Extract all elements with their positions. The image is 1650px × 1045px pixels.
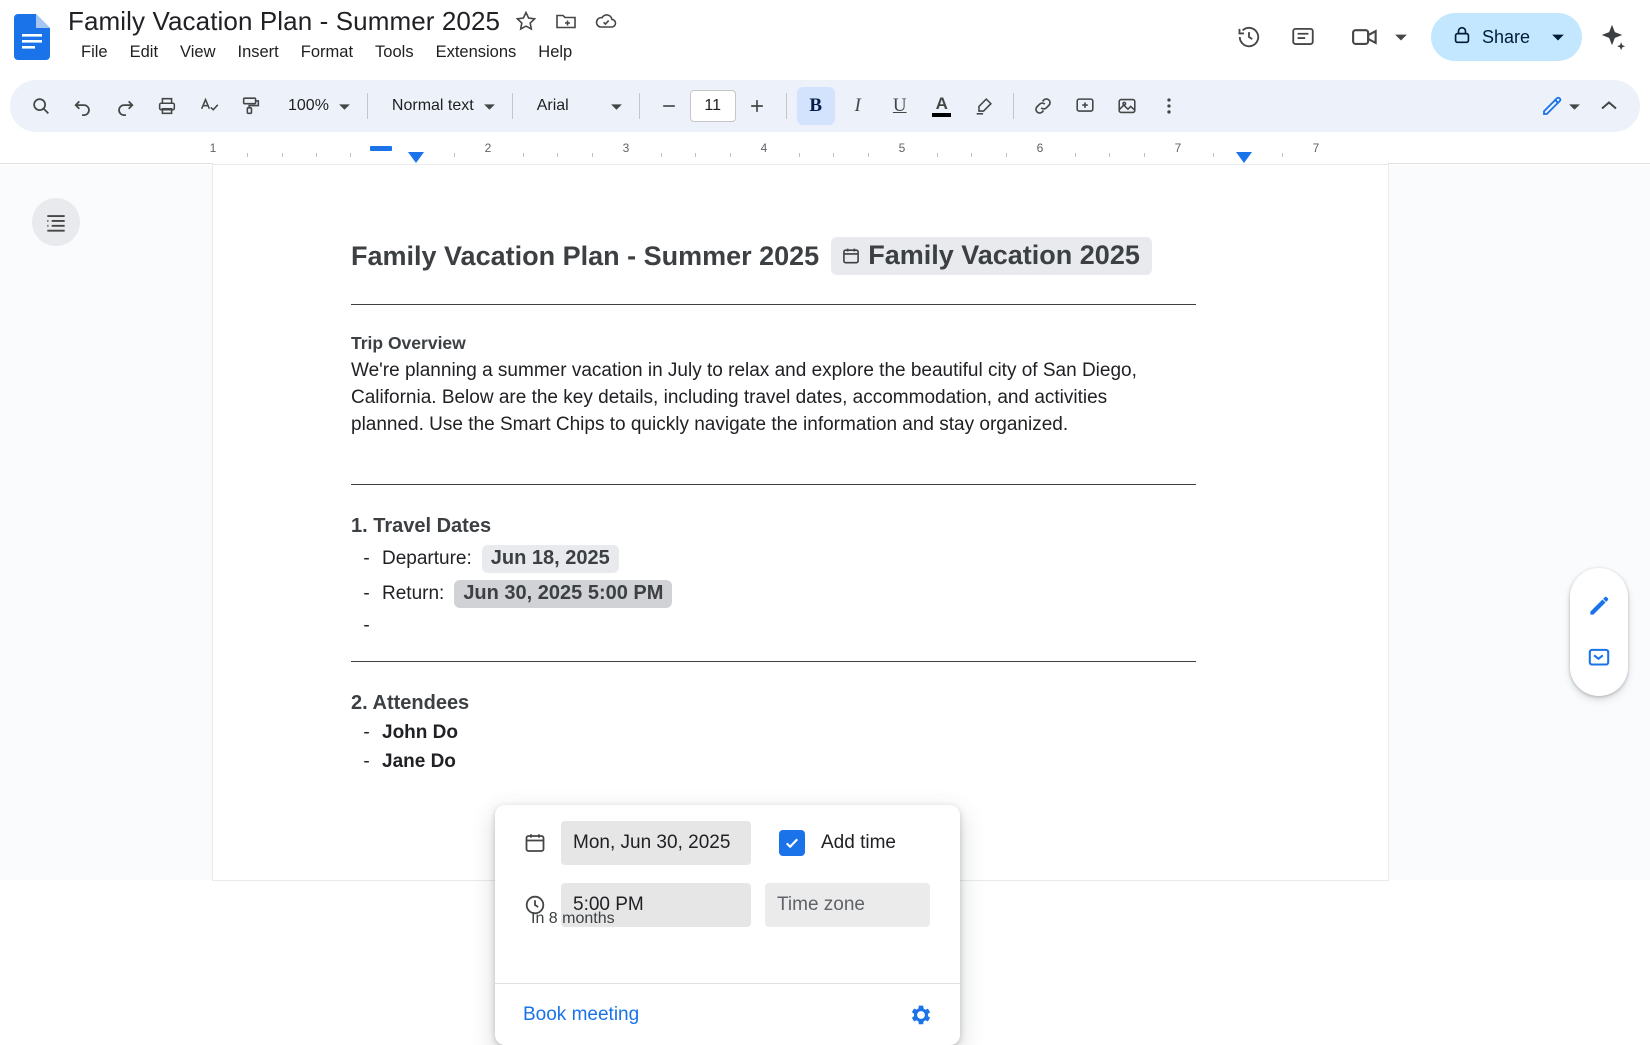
formatting-toolbar bbox=[10, 80, 1640, 132]
overview-paragraph: We're planning a summer vacation in July to relax and explore the beautiful city of San Diego, California. Below are the key details, including travel dates, accommodation, and activities planned. Use the Smart Chips to quickly navigate the information and stay organized. bbox=[351, 360, 1137, 435]
bullet-dash: - bbox=[363, 615, 370, 636]
insert-image-icon[interactable] bbox=[1108, 87, 1146, 125]
add-comment-icon[interactable] bbox=[1066, 87, 1104, 125]
edit-mode-pencil-icon bbox=[1540, 94, 1564, 118]
smart-chip-label: Family Vacation 2025 bbox=[868, 240, 1140, 270]
horizontal-ruler[interactable] bbox=[0, 140, 1650, 164]
menu-tools[interactable]: Tools bbox=[375, 43, 414, 61]
cloud-saved-icon[interactable] bbox=[594, 9, 620, 35]
underline-button[interactable] bbox=[881, 87, 919, 125]
document-content bbox=[351, 165, 1251, 773]
paragraph-style-dropdown[interactable] bbox=[376, 87, 504, 125]
menu-format[interactable]: Format bbox=[300, 43, 354, 61]
font-value: Arial bbox=[536, 97, 569, 114]
text-color-swatch bbox=[932, 113, 951, 117]
redo-icon[interactable] bbox=[106, 87, 144, 125]
spellcheck-icon[interactable] bbox=[190, 87, 228, 125]
docs-app-icon bbox=[14, 14, 50, 60]
chevron-down-icon bbox=[335, 96, 355, 116]
version-history-icon[interactable] bbox=[1225, 13, 1273, 61]
decrease-font-size-button[interactable] bbox=[650, 87, 688, 125]
toolbar-divider bbox=[639, 93, 640, 119]
font-dropdown[interactable] bbox=[521, 87, 631, 125]
document-title[interactable]: Family Vacation Plan - Summer 2025 bbox=[68, 6, 501, 36]
bullet-dash: - bbox=[363, 548, 370, 569]
page-title: Family Vacation Plan - Summer 2025 bbox=[351, 240, 820, 271]
section-heading-attendees: 2. Attendees bbox=[351, 692, 470, 714]
print-icon[interactable] bbox=[148, 87, 186, 125]
undo-icon[interactable] bbox=[64, 87, 102, 125]
popup-footer bbox=[495, 983, 960, 1045]
add-time-checkbox[interactable] bbox=[779, 830, 805, 856]
chevron-down-icon bbox=[607, 96, 627, 116]
document-heading-line bbox=[351, 237, 1251, 275]
smart-chip-label: Jun 18, 2025 bbox=[490, 547, 610, 569]
calendar-icon bbox=[841, 246, 861, 266]
ruler-page-span bbox=[213, 140, 1388, 164]
section-heading-overview: Trip Overview bbox=[351, 333, 466, 353]
pen-edit-icon[interactable] bbox=[1578, 585, 1620, 627]
gemini-spark-icon[interactable] bbox=[1588, 13, 1636, 61]
attendee-name: Jane Do bbox=[382, 751, 456, 772]
smart-chip-calendar-event[interactable] bbox=[831, 237, 1152, 275]
highlight-color-icon[interactable] bbox=[965, 87, 1003, 125]
italic-button[interactable] bbox=[839, 87, 877, 125]
departure-label: Departure: bbox=[382, 548, 472, 569]
text-color-label: A bbox=[935, 93, 948, 113]
list-item bbox=[351, 615, 1251, 637]
google-meet-icon bbox=[1341, 13, 1389, 61]
ruler-number: 7 bbox=[1312, 141, 1320, 155]
top-bar bbox=[0, 0, 1650, 76]
top-right-actions bbox=[1225, 6, 1650, 68]
star-icon[interactable] bbox=[514, 9, 540, 35]
document-canvas bbox=[0, 165, 1650, 1025]
menu-help[interactable]: Help bbox=[538, 43, 573, 61]
menu-edit[interactable]: Edit bbox=[129, 43, 159, 61]
smart-chip-return-date[interactable] bbox=[454, 580, 672, 608]
title-row bbox=[68, 6, 620, 37]
divider bbox=[351, 304, 1196, 305]
bullet-dash: - bbox=[363, 751, 370, 772]
underline-label: U bbox=[892, 95, 907, 116]
move-to-folder-icon[interactable] bbox=[554, 9, 580, 35]
zoom-value: 100% bbox=[288, 97, 329, 114]
toolbar-divider bbox=[512, 93, 513, 119]
menu-bar bbox=[70, 41, 583, 64]
chevron-down-icon bbox=[480, 96, 500, 116]
menu-view[interactable]: View bbox=[180, 43, 216, 61]
calendar-icon bbox=[523, 831, 553, 855]
date-input[interactable]: Mon, Jun 30, 2025 bbox=[561, 821, 751, 865]
list-item bbox=[351, 580, 1251, 608]
settings-gear-icon[interactable] bbox=[908, 1002, 934, 1028]
ruler-number: 4 bbox=[760, 141, 768, 155]
ruler-number: 7 bbox=[1174, 141, 1182, 155]
ruler-number: 3 bbox=[622, 141, 630, 155]
bullet-dash: - bbox=[363, 722, 370, 743]
toolbar-divider bbox=[367, 93, 368, 119]
toolbar-divider bbox=[1013, 93, 1014, 119]
smart-chip-label: Jun 30, 2025 5:00 PM bbox=[463, 582, 664, 604]
ruler-number: 6 bbox=[1036, 141, 1044, 155]
chevron-down-icon bbox=[1391, 27, 1411, 47]
share-dropdown-button[interactable] bbox=[1540, 19, 1576, 55]
document-outline-icon[interactable] bbox=[32, 198, 80, 246]
list-item bbox=[351, 722, 1251, 744]
hide-menus-icon[interactable] bbox=[1590, 87, 1628, 125]
zoom-dropdown[interactable] bbox=[272, 87, 359, 125]
comment-history-icon[interactable] bbox=[1279, 13, 1327, 61]
toolbar-divider bbox=[786, 93, 787, 119]
date-chip-popup[interactable] bbox=[495, 805, 960, 1045]
font-size-input[interactable]: 11 bbox=[690, 90, 736, 122]
book-meeting-link[interactable]: Book meeting bbox=[523, 1003, 640, 1025]
italic-label: I bbox=[854, 95, 861, 116]
lock-icon bbox=[1451, 24, 1473, 51]
divider bbox=[351, 484, 1196, 485]
list-item bbox=[351, 545, 1251, 573]
menu-file[interactable]: File bbox=[81, 43, 108, 61]
paint-format-icon[interactable] bbox=[232, 87, 270, 125]
share-label: Share bbox=[1481, 26, 1530, 47]
first-line-indent-marker[interactable] bbox=[408, 152, 424, 163]
share-button[interactable] bbox=[1431, 13, 1582, 61]
document-page[interactable] bbox=[213, 165, 1388, 880]
add-time-label: Add time bbox=[821, 832, 896, 853]
bold-button[interactable] bbox=[797, 87, 835, 125]
smart-chip-departure-date[interactable] bbox=[482, 545, 619, 573]
left-indent-marker[interactable] bbox=[370, 146, 392, 151]
right-indent-marker[interactable] bbox=[1236, 152, 1252, 163]
return-label: Return: bbox=[382, 583, 445, 604]
section-heading-travel-dates: 1. Travel Dates bbox=[351, 515, 492, 537]
ruler-number: 2 bbox=[484, 141, 492, 155]
ruler-track bbox=[0, 140, 1650, 164]
floating-action-buttons bbox=[1570, 568, 1628, 696]
ruler-number: 5 bbox=[898, 141, 906, 155]
comment-icon[interactable] bbox=[1578, 637, 1620, 679]
bold-label: B bbox=[809, 95, 823, 116]
editing-mode-dropdown[interactable] bbox=[1530, 87, 1588, 125]
insert-link-icon[interactable] bbox=[1024, 87, 1062, 125]
chevron-down-icon bbox=[1564, 96, 1584, 116]
search-icon[interactable] bbox=[22, 87, 60, 125]
increase-font-size-button[interactable] bbox=[738, 87, 776, 125]
menu-extensions[interactable]: Extensions bbox=[435, 43, 517, 61]
list-item bbox=[351, 751, 1251, 773]
popup-date-row bbox=[523, 821, 896, 865]
paragraph-style-value: Normal text bbox=[391, 97, 474, 114]
time-input[interactable]: 5:00 PM bbox=[561, 883, 751, 927]
relative-date-note: In 8 months bbox=[531, 910, 615, 927]
bullet-dash: - bbox=[363, 583, 370, 604]
menu-insert[interactable]: Insert bbox=[237, 43, 279, 61]
google-meet-button[interactable] bbox=[1333, 13, 1415, 61]
attendee-name: John Do bbox=[382, 722, 458, 743]
ruler-number: 1 bbox=[209, 141, 217, 155]
timezone-input[interactable]: Time zone bbox=[765, 883, 930, 927]
text-color-button[interactable] bbox=[923, 87, 961, 125]
divider bbox=[351, 661, 1196, 662]
more-options-icon[interactable] bbox=[1150, 87, 1188, 125]
